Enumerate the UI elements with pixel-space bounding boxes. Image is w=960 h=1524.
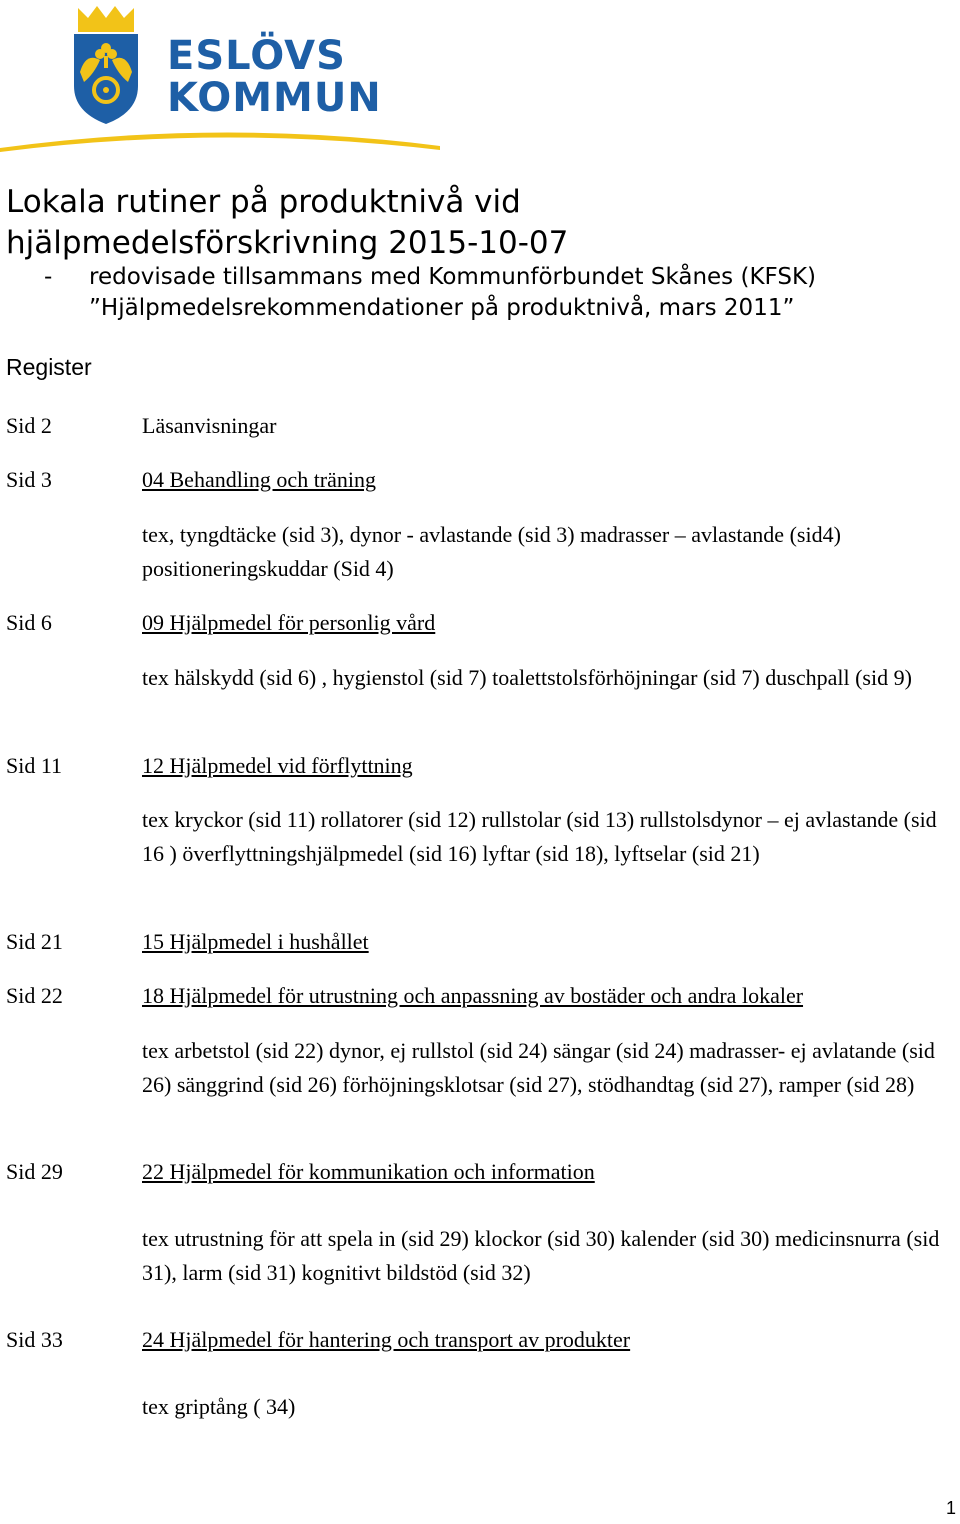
page-ref: Sid 3 bbox=[6, 467, 52, 492]
page-ref: Sid 33 bbox=[6, 1327, 63, 1352]
page-number: 1 bbox=[946, 1498, 957, 1518]
section-description: tex griptång ( 34) bbox=[142, 1394, 296, 1419]
page-ref: Sid 11 bbox=[6, 753, 63, 778]
section-description: tex arbetstol (sid 22) dynor, ej rullstol (sid 24) sängar (sid 24) madrasser- ej avlatande (sid 26) sänggrind (sid 26) förhöjningsklotsar (sid 27), stödhandtag (sid 27), ramper (sid 28) bbox=[142, 1038, 935, 1097]
section-heading: Läsanvisningar bbox=[142, 413, 277, 438]
document-title bbox=[6, 182, 568, 264]
section-description: tex, tyngdtäcke (sid 3), dynor - avlastande (sid 3) madrasser – avlastande (sid4) positioneringskuddar (Sid 4) bbox=[142, 522, 841, 581]
section-heading: 22 Hjälpmedel för kommunikation och information bbox=[142, 1159, 595, 1184]
page-ref: Sid 21 bbox=[6, 929, 63, 954]
subtitle-line-1: redovisade tillsammans med Kommunförbundet Skånes (KFSK) bbox=[89, 264, 817, 290]
section-heading: 09 Hjälpmedel för personlig vård bbox=[142, 610, 436, 635]
section-description: tex utrustning för att spela in (sid 29) klockor (sid 30) kalender (sid 30) medicinsnurra (sid 31), larm (sid 31) kognitivt bildstöd (sid 32) bbox=[142, 1226, 940, 1285]
eslovs-kommun-logo bbox=[0, 0, 440, 155]
page-ref: Sid 22 bbox=[6, 983, 63, 1008]
page-ref: Sid 2 bbox=[6, 413, 52, 438]
section-heading: 18 Hjälpmedel för utrustning och anpassning av bostäder och andra lokaler bbox=[142, 983, 804, 1008]
section-description: tex kryckor (sid 11) rollatorer (sid 12) rullstolar (sid 13) rullstolsdynor – ej avlastande (sid 16 ) överflyttningshjälpmedel (sid 16) lyftar (sid 18), lyftselar (sid 21) bbox=[142, 807, 937, 866]
section-description: tex hälskydd (sid 6) , hygienstol (sid 7) toalettstolsförhöjningar (sid 7) duschpall (sid 9) bbox=[142, 665, 912, 690]
title-line-1: Lokala rutiner på produktnivå vid bbox=[6, 184, 521, 220]
title-line-2: hjälpmedelsförskrivning 2015-10-07 bbox=[6, 225, 569, 261]
section-heading: 12 Hjälpmedel vid förflyttning bbox=[142, 753, 413, 778]
section-heading: 04 Behandling och träning bbox=[142, 467, 377, 492]
register-heading: Register bbox=[6, 354, 92, 380]
logo-text-kommun: KOMMUN bbox=[167, 75, 382, 121]
section-heading: 15 Hjälpmedel i hushållet bbox=[142, 929, 369, 954]
logo-text-eslovs: ESLÖVS bbox=[167, 33, 346, 79]
page-ref: Sid 6 bbox=[6, 610, 52, 635]
subtitle-line-2: ”Hjälpmedelsrekommendationer på produktnivå, mars 2011” bbox=[89, 295, 795, 321]
subtitle-dash: - bbox=[44, 264, 53, 290]
page-ref: Sid 29 bbox=[6, 1159, 63, 1184]
section-heading: 24 Hjälpmedel för hantering och transport av produkter bbox=[142, 1327, 631, 1352]
